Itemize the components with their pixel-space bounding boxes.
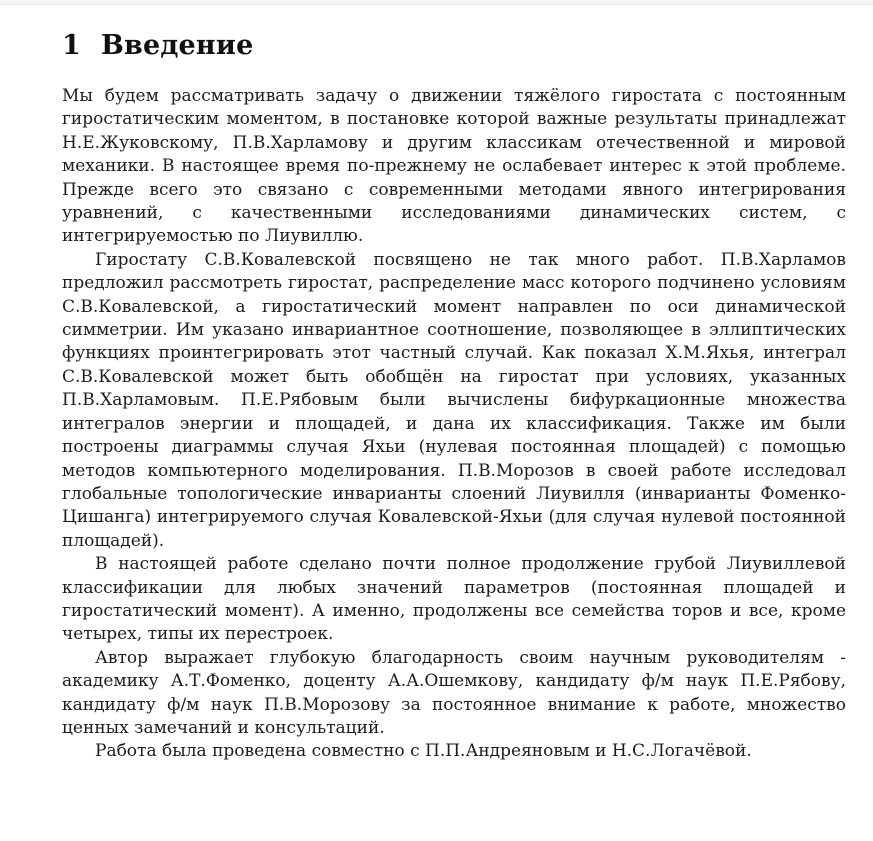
- section-title: Введение: [101, 30, 254, 61]
- section-number: 1: [62, 30, 81, 61]
- page-top-edge: [0, 0, 873, 5]
- paragraph: Работа была проведена совместно с П.П.Андреяновым и Н.С.Логачёвой.: [95, 741, 752, 762]
- paragraph: В настоящей работе сделано почти полное продолжение грубой Лиувиллевой классификации для любых значений параметров (постоянная площадей и гиростатический момент). А именно, продолжены все семейства торов и все, кроме четырех, типы их перестроек.: [62, 554, 846, 645]
- paragraph: Автор выражает глубокую благодарность своим научным руководителям - академику А.Т.Фоменко, доценту А.А.Ошемкову, кандидату ф/м наук П.Е.Рябову, кандидату ф/м наук П.В.Морозову за постоянное внимание к работе, множество ценных замечаний и консультаций.: [62, 647, 846, 738]
- page-content: [62, 30, 846, 764]
- paragraph: Мы будем рассматривать задачу о движении тяжёлого гиростата с постоянным гиростатическим моментом, в постановке которой важные результаты принадлежат Н.Е.Жуковскому, П.В.Харламову и другим классикам отечественной и мировой механики. В настоящее время по-прежнему не ослабевает интерес к этой проблеме. Прежде всего это связано с современными методами явного интегрирования уравнений, с качественными исследованиями динамических систем, с интегрируемостью по Лиувиллю.: [62, 86, 846, 247]
- body-text: [62, 85, 846, 764]
- section-heading: [62, 30, 846, 61]
- paragraph: Гиростату С.В.Ковалевской посвящено не так много работ. П.В.Харламов предложил рассмотреть гиростат, распределение масс которого подчинено условиям С.В.Ковалевской, а гиростатический момент направлен по оси динамической симметрии. Им указано инвариантное соотношение, позволяющее в эллиптических функциях проинтегрировать этот частный случай. Как показал Х.М.Яхья, интеграл С.В.Ковалевской может быть обобщён на гиростат при условиях, указанных П.В.Харламовым. П.Е.Рябовым были вычислены бифуркационные множества интегралов энергии и площадей, и дана их классификация. Также им были построены диаграммы случая Яхьи (нулевая постоянная площадей) с помощью методов компьютерного моделирования. П.В.Морозов в своей работе исследовал глобальные топологические инварианты слоений Лиувилля (инварианты Фоменко-Цишанга) интегрируемого случая Ковалевской-Яхьи (для случая нулевой постоянной площадей).: [62, 249, 846, 551]
